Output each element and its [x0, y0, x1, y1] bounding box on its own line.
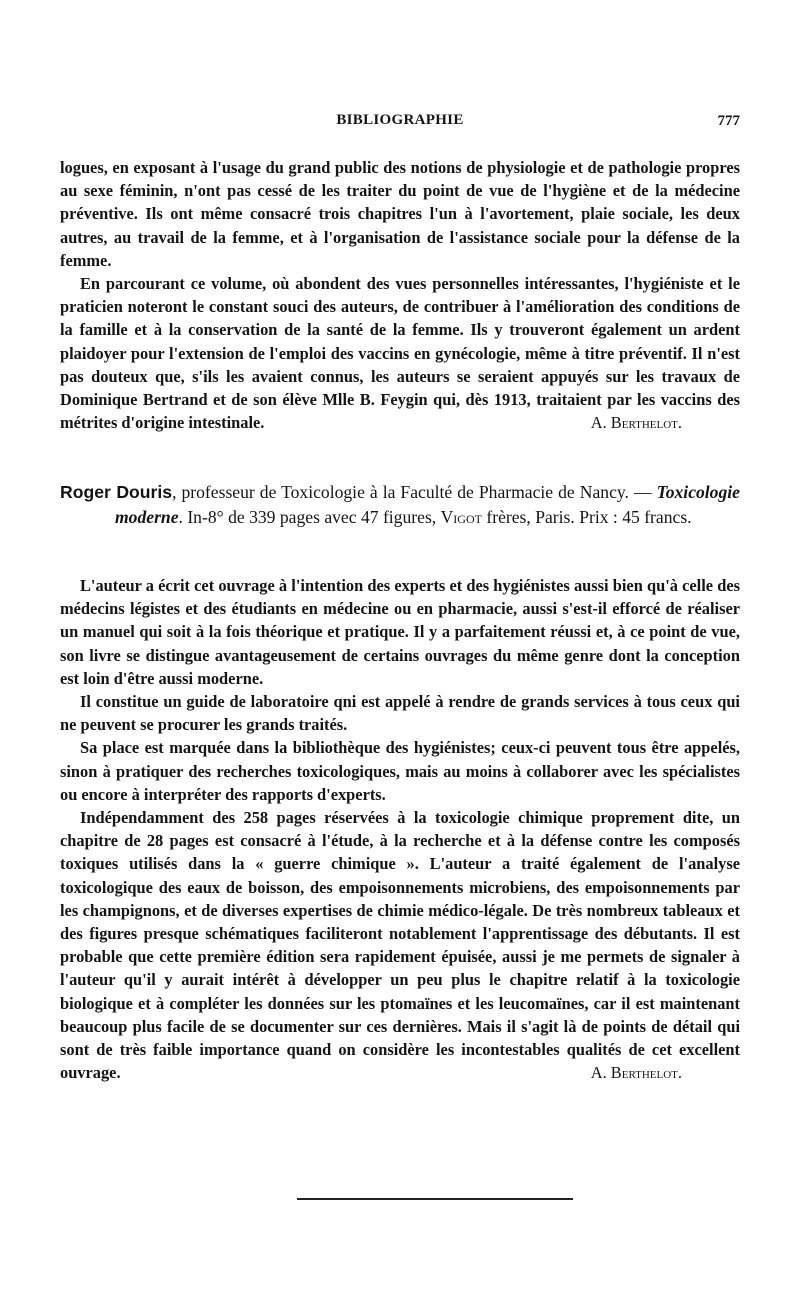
entry-affiliation: , professeur de Toxicologie à la Faculté de Pharmacie de Nancy. —	[172, 482, 657, 502]
entry-book-title: Toxicologie moderne	[115, 482, 740, 527]
review-2	[60, 574, 740, 1084]
review-2-paragraph-4-text: Indépendamment des 258 pages réservées à la toxicologie chimique proprement dite, un chapitre de 28 pages est consacré à l'étude, à la recherche et à la défense contre les composés toxiques utilisés dans la « guerre chimique ». L'auteur a traité également de l'analyse toxicologique des eaux de boisson, des empoisonnements microbiens, des empoisonnements par les champignons, et de diverses expertises de chimie médico-légale. De très nombreux tableaux et des figures presque schématiques faciliteront notablement l'apprentissage des débutants. Il est probable que cette première édition sera rapidement épuisée, aussi je me permets de signaler à l'auteur qu'il y aurait intérêt à développer un peu plus le chapitre relatif à la toxicologie biologique et à compléter les données sur les ptomaïnes et les leucomaïnes, car il est maintenant beaucoup plus facile de se documenter sur ces dernières. Mais il s'agit là de points de détail qui sont de très faible importance quand on considère les incontestables qualités de cet excellent ouvrage.	[60, 808, 740, 1083]
running-head	[60, 112, 740, 138]
review-2-paragraph-2: Il constitue un guide de laboratoire qni est appelé à rendre de grands services à tous ceux qui ne peuvent se procurer les grands traités.	[60, 692, 740, 735]
entry-publisher: Vigot	[440, 507, 482, 527]
review-1-signature: A. Berthelot.	[590, 413, 682, 433]
review-1	[60, 156, 740, 434]
review-1-paragraph-2-text: En parcourant ce volume, où abondent des vues personnelles intéressantes, l'hygiéniste et le praticien noteront le constant souci des auteurs, de contribuer à l'amélioration des conditions de la famille et à la conservation de la santé de la femme. Ils y trouveront également un ardent plaidoyer pour l'extension de l'emploi des vaccins en gynécologie, même à titre préventif. Il n'est pas douteux que, s'ils les avaient connus, les auteurs se seraient appuyés sur les travaux de Dominique Bertrand et de son élève Mlle B. Feygin qui, dès 1913, traitaient par les vaccins des métrites d'origine intestinale.	[60, 274, 740, 433]
review-2-paragraph-3: Sa place est marquée dans la bibliothèque des hygiénistes; ceux-ci peuvent tous être appelés, sinon à pratiquer des recherches toxicologiques, mais au moins à collaborer avec les spécialistes ou encore à interpréter des rapports d'experts.	[60, 738, 740, 804]
running-head-title: BIBLIOGRAPHIE	[336, 112, 464, 128]
review-1-paragraph-1: logues, en exposant à l'usage du grand public des notions de physiologie et de pathologie propres au sexe féminin, n'ont pas cessé de les traiter du point de vue de l'hygiène et de la médecine préventive. Ils ont même consacré trois chapitres l'un à l'avortement, plaie sociale, les deux autres, au travail de la femme, et à l'organisation de l'assistance sociale pour la défense de la femme.	[60, 158, 740, 270]
review-2-paragraph-1: L'auteur a écrit cet ouvrage à l'intention des experts et des hygiénistes aussi bien qu'à celle des médecins légistes et des étudiants en médecine ou en pharmacie, aussi s'est-il efforcé de réaliser un manuel qui soit à la fois théorique et pratique. Il y a parfaitement réussi et, à ce point de vue, son livre se distingue avantageusement de certains ouvrages du même genre dont la conception est loin d'être aussi moderne.	[60, 576, 740, 688]
review-2-paragraph-4	[60, 806, 740, 1084]
review-2-signature: A. Berthelot.	[590, 1063, 682, 1083]
entry-author: Roger Douris	[60, 482, 173, 502]
page-number: 777	[717, 113, 740, 129]
entry-details: . In-8° de 339 pages avec 47 figures,	[178, 507, 441, 527]
entry-publisher-rest: frères, Paris. Prix : 45 francs.	[481, 507, 692, 527]
end-rule	[297, 1198, 573, 1200]
bibliographic-entry	[60, 480, 740, 530]
review-1-paragraph-2	[60, 272, 740, 434]
review-2-heading	[60, 480, 740, 530]
